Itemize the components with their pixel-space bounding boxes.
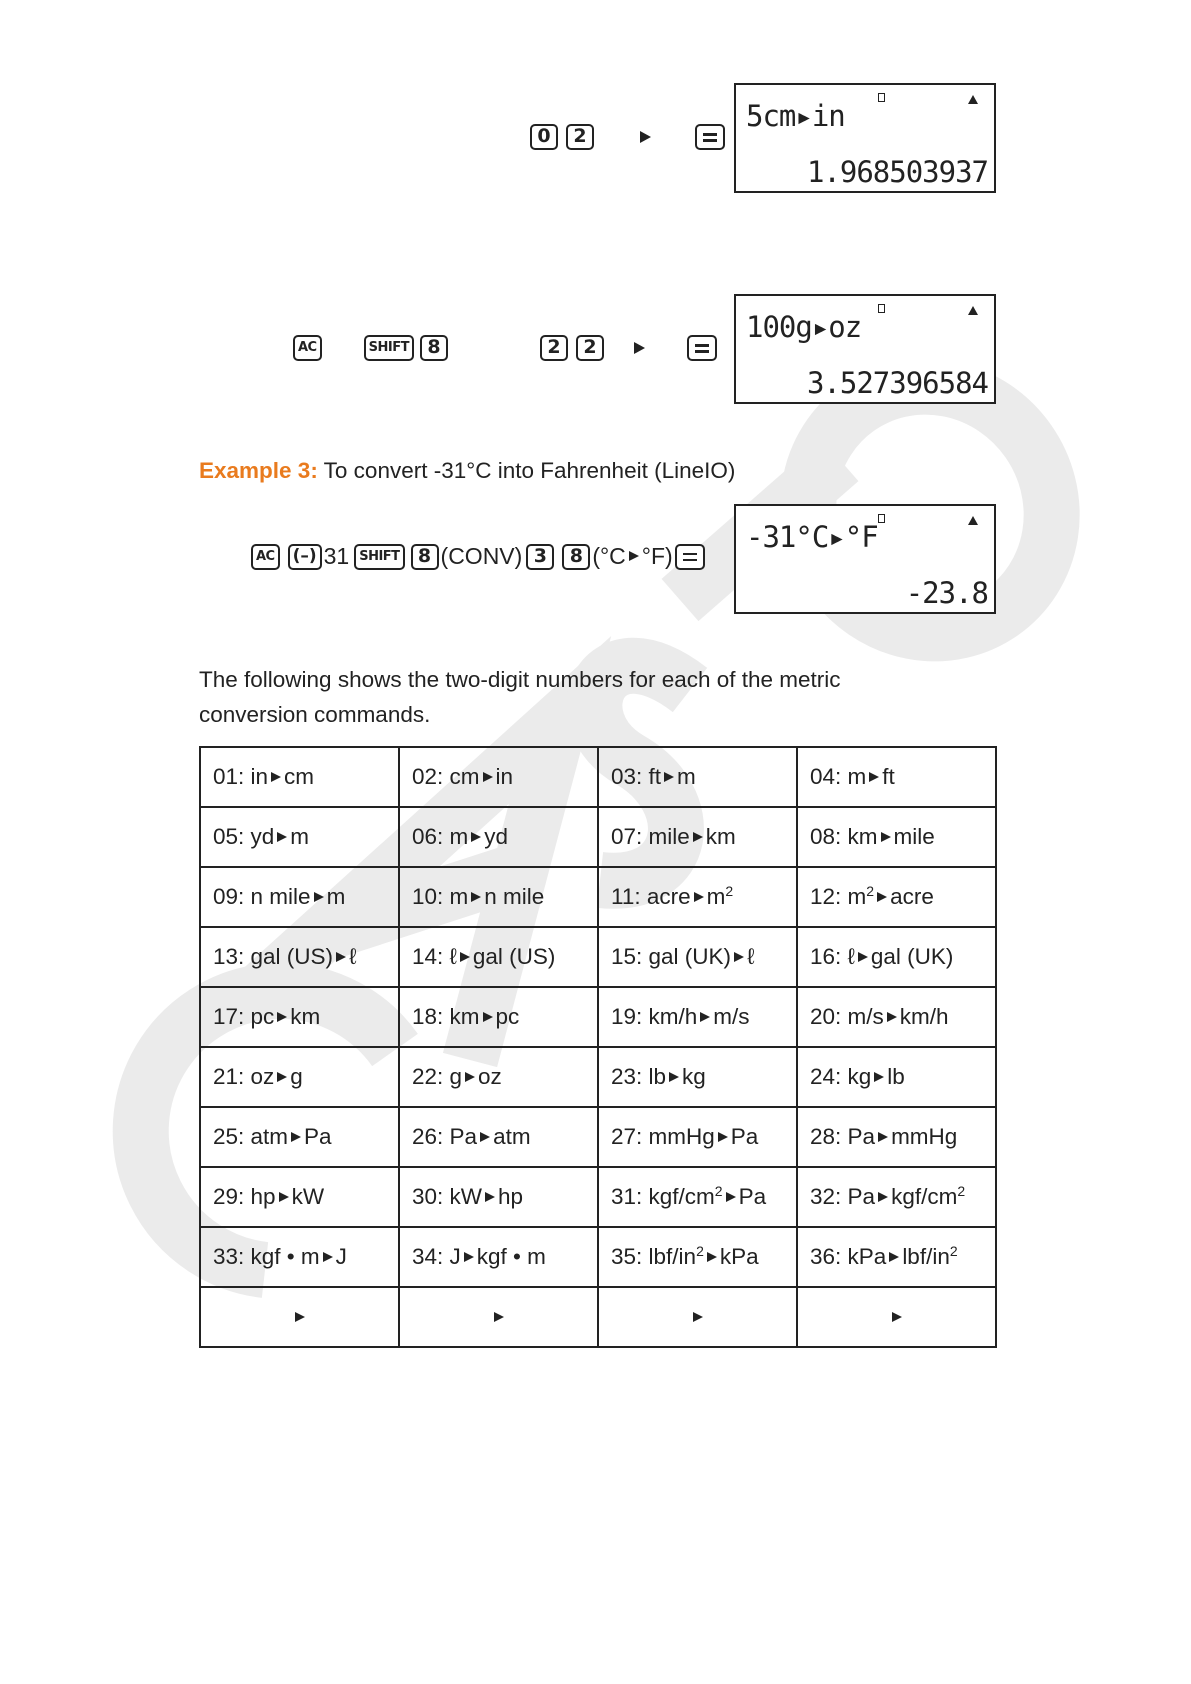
key-2[interactable]: 2 [540, 335, 568, 361]
table-row [200, 927, 996, 987]
from-unit: 30: kW [412, 1184, 483, 1209]
superscript: 2 [866, 883, 875, 899]
empty-conversion-cell [797, 1287, 996, 1347]
from-unit: 17: pc [213, 1004, 275, 1029]
conversion-cell [797, 807, 996, 867]
arrow-right-icon [271, 772, 281, 782]
arrow-right-icon [700, 1012, 710, 1022]
key-ac[interactable]: AC [293, 335, 322, 361]
to-unit: J [335, 1244, 347, 1269]
arrow-right-icon [693, 832, 703, 842]
arrow-right-icon [874, 1072, 884, 1082]
to-unit: km [705, 824, 736, 849]
conversion-cell [598, 987, 797, 1047]
to-unit: m/s [713, 1004, 750, 1029]
to-unit: km [290, 1004, 321, 1029]
key-8[interactable]: 8 [562, 544, 590, 570]
from-unit: 12: m [810, 884, 867, 909]
conversion-cell [797, 747, 996, 807]
conversion-cell [797, 987, 996, 1047]
table-row [200, 987, 996, 1047]
conversion-cell [200, 1107, 399, 1167]
from-unit: 02: cm [412, 764, 480, 789]
key-3[interactable]: 3 [526, 544, 554, 570]
from-unit: 35: lbf/in [611, 1244, 697, 1269]
conversion-cell [399, 1107, 598, 1167]
arrow-right-icon [277, 1012, 287, 1022]
to-unit: Pa [304, 1124, 332, 1149]
arrow-right-icon [887, 1012, 897, 1022]
arrow-right-icon [460, 952, 470, 962]
from-unit: 19: km/h [611, 1004, 698, 1029]
to-unit: yd [484, 824, 509, 849]
example-label: Example 3: [199, 458, 318, 483]
arrow-right-icon [634, 342, 645, 354]
from-unit: 06: m [412, 824, 469, 849]
from-unit: 22: g [412, 1064, 463, 1089]
example1-key-sequence [530, 124, 725, 150]
conversion-cell [797, 1107, 996, 1167]
arrow-right-icon [483, 1012, 493, 1022]
to-unit: kPa [719, 1244, 759, 1269]
key-ac[interactable]: AC [251, 544, 280, 570]
to-unit: m [677, 764, 696, 789]
from-unit: 28: Pa [810, 1124, 876, 1149]
conversion-cell [200, 747, 399, 807]
from-unit: 31: kgf/cm [611, 1184, 715, 1209]
conversion-cell [598, 1167, 797, 1227]
to-unit: gal (US) [472, 944, 556, 969]
to-unit: lb [887, 1064, 905, 1089]
arrow-right-icon [878, 1192, 888, 1202]
to-unit: ℓ [747, 944, 755, 969]
conversion-cell [598, 807, 797, 867]
from-unit: 05: yd [213, 824, 275, 849]
degree-mode-indicator-icon [878, 93, 885, 102]
to-unit: kg [682, 1064, 706, 1089]
arrow-right-icon [694, 892, 704, 902]
display-input: 100g▸oz [746, 310, 862, 344]
example-description: To convert -31°C into Fahrenheit (LineIO) [323, 458, 736, 483]
conversion-cell [598, 1107, 797, 1167]
to-unit: n mile [484, 884, 545, 909]
arrow-right-icon [483, 772, 493, 782]
superscript: 2 [696, 1243, 704, 1259]
arrow-right-icon [718, 1132, 728, 1142]
from-unit: 24: kg [810, 1064, 872, 1089]
to-unit: pc [495, 1004, 520, 1029]
from-unit: 20: m/s [810, 1004, 884, 1029]
to-unit: m [706, 884, 726, 909]
from-unit: 33: kgf • m [213, 1244, 320, 1269]
to-unit: atm [493, 1124, 531, 1149]
example1-display [734, 83, 996, 193]
arrow-right-icon [291, 1132, 301, 1142]
arrow-right-icon [480, 1132, 490, 1142]
unit-from-label: (°C [592, 543, 626, 569]
conversion-cell [797, 1227, 996, 1287]
superscript: 2 [714, 1183, 723, 1199]
to-unit: mile [893, 824, 935, 849]
conversion-cell [797, 867, 996, 927]
arrow-right-icon [471, 892, 481, 902]
conversion-cell [200, 807, 399, 867]
key-equals[interactable] [687, 335, 717, 361]
example2-key-sequence [293, 335, 717, 361]
scroll-up-indicator-icon [968, 95, 978, 104]
display-result: 3.527396584 [806, 366, 988, 400]
table-row [200, 1167, 996, 1227]
conversion-cell [797, 1167, 996, 1227]
key-2[interactable]: 2 [566, 124, 594, 150]
display-input: -31°C▸°F [746, 520, 878, 554]
table-row [200, 1047, 996, 1107]
from-unit: 04: m [810, 764, 867, 789]
example2-display [734, 294, 996, 404]
to-unit: ℓ [349, 944, 357, 969]
display-input: 5cm▸in [746, 99, 845, 133]
key-equals[interactable] [675, 544, 705, 570]
arrow-right-icon [877, 892, 887, 902]
conversion-cell [399, 747, 598, 807]
unit-to-label: °F) [641, 543, 673, 569]
conversion-cell [399, 987, 598, 1047]
conversion-cell [598, 747, 797, 807]
key-shift[interactable]: SHIFT [354, 544, 404, 570]
arrow-right-icon [726, 1192, 736, 1202]
from-unit: 14: ℓ [412, 944, 457, 969]
key-2[interactable]: 2 [576, 335, 604, 361]
typed-number: 31 [323, 543, 350, 569]
to-unit: m [326, 884, 346, 909]
from-unit: 15: gal (UK) [611, 944, 732, 969]
key-8[interactable]: 8 [420, 335, 448, 361]
superscript: 2 [957, 1183, 966, 1199]
arrow-right-icon [494, 1312, 504, 1322]
to-unit: m [290, 824, 310, 849]
intro-line-2: conversion commands. [199, 702, 431, 727]
to-unit: hp [498, 1184, 524, 1209]
from-unit: 34: J [412, 1244, 461, 1269]
from-unit: 10: m [412, 884, 469, 909]
from-unit: 25: atm [213, 1124, 289, 1149]
conversion-cell [399, 1227, 598, 1287]
table-row [200, 1227, 996, 1287]
from-unit: 27: mmHg [611, 1124, 715, 1149]
key-0[interactable]: 0 [530, 124, 558, 150]
arrow-right-icon [279, 1192, 289, 1202]
conversion-cell [399, 867, 598, 927]
display-result: -23.8 [905, 576, 988, 610]
from-unit: 07: mile [611, 824, 690, 849]
key-equals[interactable] [695, 124, 725, 150]
from-unit: 13: gal (US) [213, 944, 334, 969]
from-unit: 11: acre [611, 884, 691, 909]
to-unit: lbf/in [902, 1244, 950, 1269]
to-unit: km/h [899, 1004, 949, 1029]
to-unit: Pa [730, 1124, 759, 1149]
arrow-right-icon [471, 832, 481, 842]
arrow-right-icon [277, 832, 287, 842]
key-negative[interactable]: (–) [288, 544, 322, 570]
to-unit: ft [882, 764, 895, 789]
to-unit: gal (UK) [870, 944, 954, 969]
from-unit: 29: hp [213, 1184, 276, 1209]
from-unit: 32: Pa [810, 1184, 876, 1209]
superscript: 2 [725, 883, 734, 899]
arrow-right-icon [881, 832, 891, 842]
conversion-cell [200, 867, 399, 927]
empty-conversion-cell [598, 1287, 797, 1347]
table-row [200, 1107, 996, 1167]
conversion-cell [598, 927, 797, 987]
conversion-cell [598, 867, 797, 927]
from-unit: 08: km [810, 824, 878, 849]
conversion-cell [399, 1047, 598, 1107]
empty-conversion-cell [399, 1287, 598, 1347]
arrow-right-icon [314, 892, 324, 902]
arrow-right-icon [878, 1132, 888, 1142]
from-unit: 21: oz [213, 1064, 275, 1089]
table-row [200, 867, 996, 927]
degree-mode-indicator-icon [878, 514, 885, 523]
to-unit: kgf/cm [891, 1184, 958, 1209]
arrow-right-icon [465, 1072, 475, 1082]
conv-label: (CONV) [440, 543, 523, 569]
from-unit: 01: in [213, 764, 269, 789]
arrow-right-icon [277, 1072, 287, 1082]
intro-line-1: The following shows the two-digit numbers for each of the metric [199, 667, 841, 692]
arrow-right-icon [707, 1252, 717, 1262]
to-unit: oz [478, 1064, 502, 1089]
arrow-right-icon [734, 952, 744, 962]
to-unit: g [290, 1064, 303, 1089]
conversion-cell [399, 1167, 598, 1227]
to-unit: cm [284, 764, 315, 789]
superscript: 2 [949, 1243, 958, 1259]
table-row [200, 1287, 996, 1347]
arrow-right-icon [485, 1192, 495, 1202]
conversion-cell [399, 927, 598, 987]
scroll-up-indicator-icon [968, 516, 978, 525]
conversion-cell [200, 1047, 399, 1107]
conversion-cell [200, 1227, 399, 1287]
example3-display [734, 504, 996, 614]
intro-paragraph [199, 662, 841, 732]
arrow-right-icon [693, 1312, 703, 1322]
arrow-right-icon [323, 1252, 333, 1262]
from-unit: 36: kPa [810, 1244, 887, 1269]
arrow-right-icon [295, 1312, 305, 1322]
to-unit: kW [291, 1184, 325, 1209]
degree-mode-indicator-icon [878, 304, 885, 313]
from-unit: 23: lb [611, 1064, 667, 1089]
conversion-cell [797, 927, 996, 987]
arrow-right-icon [464, 1252, 474, 1262]
arrow-right-icon [858, 952, 868, 962]
arrow-right-icon [336, 952, 346, 962]
conversion-cell [200, 1167, 399, 1227]
conversion-cell [598, 1047, 797, 1107]
from-unit: 09: n mile [213, 884, 311, 909]
to-unit: in [495, 764, 514, 789]
conversion-cell [598, 1227, 797, 1287]
to-unit: kgf • m [476, 1244, 546, 1269]
conversion-cell [200, 927, 399, 987]
conversion-table [199, 746, 997, 1348]
conversion-cell [200, 987, 399, 1047]
arrow-right-icon [892, 1312, 902, 1322]
table-row [200, 747, 996, 807]
conversion-cell [797, 1047, 996, 1107]
key-8[interactable]: 8 [411, 544, 439, 570]
from-unit: 18: km [412, 1004, 480, 1029]
arrow-right-icon [889, 1252, 899, 1262]
example3-heading [199, 453, 735, 488]
scroll-up-indicator-icon [968, 306, 978, 315]
key-shift[interactable]: SHIFT [364, 335, 414, 361]
conversion-cell [399, 807, 598, 867]
from-unit: 03: ft [611, 764, 662, 789]
example3-key-sequence [251, 543, 705, 570]
empty-conversion-cell [200, 1287, 399, 1347]
display-result: 1.968503937 [806, 155, 988, 189]
arrow-right-icon [669, 1072, 679, 1082]
table-row [200, 807, 996, 867]
to-unit: Pa [738, 1184, 767, 1209]
from-unit: 26: Pa [412, 1124, 478, 1149]
arrow-right-icon [869, 772, 879, 782]
from-unit: 16: ℓ [810, 944, 855, 969]
arrow-right-icon [640, 131, 651, 143]
arrow-right-icon [664, 772, 674, 782]
arrow-right-icon [629, 551, 639, 561]
to-unit: acre [890, 884, 934, 909]
to-unit: mmHg [891, 1124, 958, 1149]
